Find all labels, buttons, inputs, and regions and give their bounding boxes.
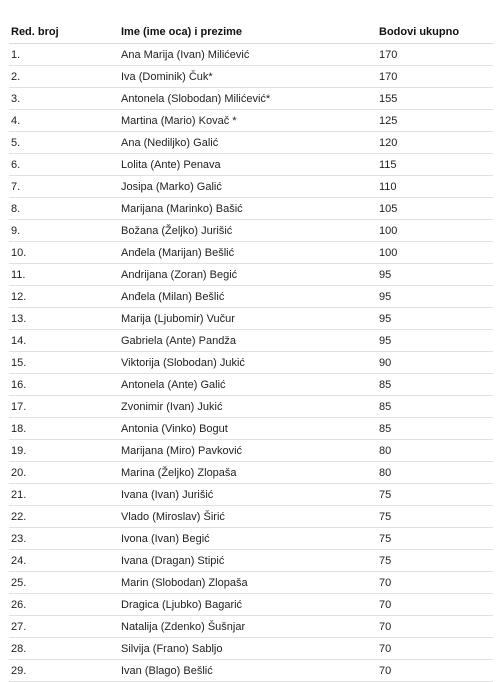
name-cell: Božana (Željko) Jurišić bbox=[119, 220, 377, 242]
rank-cell: 13. bbox=[9, 308, 119, 330]
table-row bbox=[9, 506, 493, 528]
points-cell: 95 bbox=[377, 286, 493, 308]
points-cell: 70 bbox=[377, 660, 493, 682]
rank-cell: 1. bbox=[9, 44, 119, 66]
table-row bbox=[9, 176, 493, 198]
rank-cell: 21. bbox=[9, 484, 119, 506]
points-cell: 155 bbox=[377, 88, 493, 110]
table-row bbox=[9, 462, 493, 484]
table-row bbox=[9, 88, 493, 110]
rank-cell: 14. bbox=[9, 330, 119, 352]
rank-cell: 2. bbox=[9, 66, 119, 88]
points-cell: 85 bbox=[377, 374, 493, 396]
points-cell: 80 bbox=[377, 440, 493, 462]
rank-cell: 3. bbox=[9, 88, 119, 110]
table-row bbox=[9, 308, 493, 330]
table-row bbox=[9, 484, 493, 506]
points-cell: 70 bbox=[377, 594, 493, 616]
rank-cell: 27. bbox=[9, 616, 119, 638]
name-cell: Vlado (Miroslav) Širić bbox=[119, 506, 377, 528]
points-cell: 115 bbox=[377, 154, 493, 176]
points-cell: 170 bbox=[377, 66, 493, 88]
points-cell: 100 bbox=[377, 220, 493, 242]
name-cell: Josipa (Marko) Galić bbox=[119, 176, 377, 198]
points-cell: 125 bbox=[377, 110, 493, 132]
rank-cell: 8. bbox=[9, 198, 119, 220]
table-row bbox=[9, 44, 493, 66]
rank-cell: 4. bbox=[9, 110, 119, 132]
points-cell: 90 bbox=[377, 352, 493, 374]
name-cell: Ivana (Dragan) Stipić bbox=[119, 550, 377, 572]
rank-cell: 10. bbox=[9, 242, 119, 264]
name-cell: Natalija (Zdenko) Šušnjar bbox=[119, 616, 377, 638]
name-cell: Dragica (Ljubko) Bagarić bbox=[119, 594, 377, 616]
points-cell: 95 bbox=[377, 264, 493, 286]
header-row bbox=[9, 20, 493, 44]
table-row bbox=[9, 286, 493, 308]
points-cell: 110 bbox=[377, 176, 493, 198]
points-cell: 70 bbox=[377, 616, 493, 638]
name-cell: Antonela (Ante) Galić bbox=[119, 374, 377, 396]
table-row bbox=[9, 264, 493, 286]
points-cell: 120 bbox=[377, 132, 493, 154]
rank-cell: 12. bbox=[9, 286, 119, 308]
table-row bbox=[9, 440, 493, 462]
points-cell: 75 bbox=[377, 484, 493, 506]
name-cell: Gabriela (Ante) Pandža bbox=[119, 330, 377, 352]
name-cell: Anđela (Milan) Bešlić bbox=[119, 286, 377, 308]
ranking-table bbox=[9, 20, 493, 682]
table-row bbox=[9, 198, 493, 220]
points-cell: 75 bbox=[377, 506, 493, 528]
name-cell: Viktorija (Slobodan) Jukić bbox=[119, 352, 377, 374]
rank-cell: 11. bbox=[9, 264, 119, 286]
name-cell: Antonia (Vinko) Bogut bbox=[119, 418, 377, 440]
points-cell: 100 bbox=[377, 242, 493, 264]
table-row bbox=[9, 528, 493, 550]
rank-cell: 17. bbox=[9, 396, 119, 418]
rank-cell: 15. bbox=[9, 352, 119, 374]
table-row bbox=[9, 154, 493, 176]
points-cell: 95 bbox=[377, 330, 493, 352]
table-row bbox=[9, 110, 493, 132]
name-cell: Martina (Mario) Kovač * bbox=[119, 110, 377, 132]
name-cell: Ivona (Ivan) Begić bbox=[119, 528, 377, 550]
table-row bbox=[9, 352, 493, 374]
header-points: Bodovi ukupno bbox=[377, 20, 493, 44]
name-cell: Marija (Ljubomir) Vučur bbox=[119, 308, 377, 330]
table-row bbox=[9, 418, 493, 440]
rank-cell: 18. bbox=[9, 418, 119, 440]
rank-cell: 20. bbox=[9, 462, 119, 484]
points-cell: 70 bbox=[377, 638, 493, 660]
name-cell: Marijana (Marinko) Bašić bbox=[119, 198, 377, 220]
name-cell: Iva (Dominik) Čuk* bbox=[119, 66, 377, 88]
points-cell: 75 bbox=[377, 550, 493, 572]
table-row bbox=[9, 132, 493, 154]
name-cell: Lolita (Ante) Penava bbox=[119, 154, 377, 176]
rank-cell: 19. bbox=[9, 440, 119, 462]
table-body bbox=[9, 44, 493, 682]
table-row bbox=[9, 242, 493, 264]
table-row bbox=[9, 572, 493, 594]
header-name: Ime (ime oca) i prezime bbox=[119, 20, 377, 44]
name-cell: Zvonimir (Ivan) Jukić bbox=[119, 396, 377, 418]
points-cell: 80 bbox=[377, 462, 493, 484]
name-cell: Ivan (Blago) Bešlić bbox=[119, 660, 377, 682]
rank-cell: 23. bbox=[9, 528, 119, 550]
points-cell: 70 bbox=[377, 572, 493, 594]
table-row bbox=[9, 550, 493, 572]
table-header bbox=[9, 20, 493, 44]
name-cell: Marijana (Miro) Pavković bbox=[119, 440, 377, 462]
rank-cell: 7. bbox=[9, 176, 119, 198]
name-cell: Ana (Nediljko) Galić bbox=[119, 132, 377, 154]
name-cell: Ana Marija (Ivan) Milićević bbox=[119, 44, 377, 66]
points-cell: 95 bbox=[377, 308, 493, 330]
points-cell: 105 bbox=[377, 198, 493, 220]
name-cell: Antonela (Slobodan) Milićević* bbox=[119, 88, 377, 110]
table-row bbox=[9, 660, 493, 682]
table-row bbox=[9, 374, 493, 396]
table-row bbox=[9, 220, 493, 242]
name-cell: Marina (Željko) Zlopaša bbox=[119, 462, 377, 484]
name-cell: Andrijana (Zoran) Begić bbox=[119, 264, 377, 286]
name-cell: Silvija (Frano) Sabljo bbox=[119, 638, 377, 660]
rank-cell: 25. bbox=[9, 572, 119, 594]
points-cell: 85 bbox=[377, 418, 493, 440]
points-cell: 75 bbox=[377, 528, 493, 550]
rank-cell: 26. bbox=[9, 594, 119, 616]
name-cell: Marin (Slobodan) Zlopaša bbox=[119, 572, 377, 594]
rank-cell: 6. bbox=[9, 154, 119, 176]
rank-cell: 5. bbox=[9, 132, 119, 154]
table-row bbox=[9, 616, 493, 638]
name-cell: Ivana (Ivan) Jurišić bbox=[119, 484, 377, 506]
table-row bbox=[9, 66, 493, 88]
points-cell: 85 bbox=[377, 396, 493, 418]
table-row bbox=[9, 638, 493, 660]
table-row bbox=[9, 396, 493, 418]
header-rank: Red. broj bbox=[9, 20, 119, 44]
table-row bbox=[9, 330, 493, 352]
name-cell: Anđela (Marijan) Bešlić bbox=[119, 242, 377, 264]
table-row bbox=[9, 594, 493, 616]
rank-cell: 28. bbox=[9, 638, 119, 660]
rank-cell: 22. bbox=[9, 506, 119, 528]
points-cell: 170 bbox=[377, 44, 493, 66]
rank-cell: 29. bbox=[9, 660, 119, 682]
rank-cell: 16. bbox=[9, 374, 119, 396]
rank-cell: 9. bbox=[9, 220, 119, 242]
rank-cell: 24. bbox=[9, 550, 119, 572]
